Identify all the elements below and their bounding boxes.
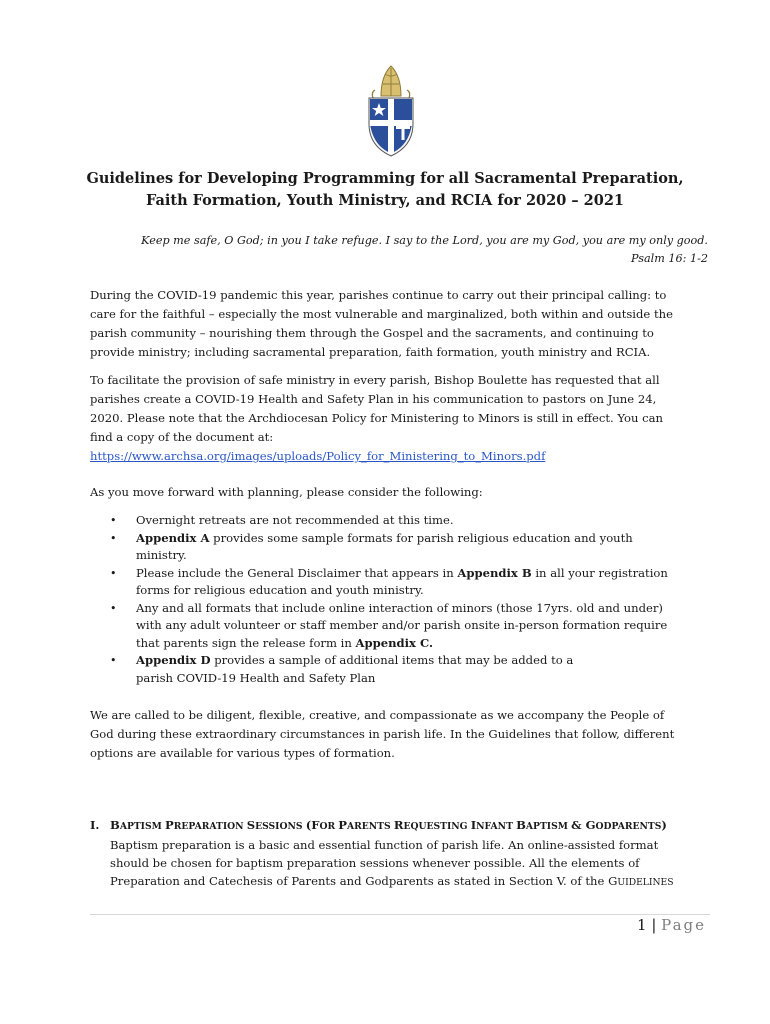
list-item xyxy=(110,600,710,653)
text-line: We are called to be diligent, flexible, creative, and compassionate as we accompany the People of xyxy=(90,708,665,722)
page-title xyxy=(40,168,730,212)
list-item-text xyxy=(136,635,710,653)
title-line-1: Guidelines for Developing Programming for all Sacramental Preparation, xyxy=(86,170,684,187)
text-line: Baptism preparation is a basic and essential function of parish life. An online-assisted format xyxy=(110,838,659,852)
appendix-b-label: Appendix B xyxy=(457,565,532,580)
list-item-text-part: Please include the General Disclaimer that appears in xyxy=(136,565,458,580)
list-item xyxy=(110,565,710,600)
heading-part: B xyxy=(516,818,526,832)
section-body xyxy=(90,836,720,892)
heading-part: NFANT xyxy=(476,821,517,832)
heading-part: ESSIONS xyxy=(255,821,306,832)
heading-part: ODPARENTS xyxy=(595,821,662,832)
heading-part: APTISM xyxy=(525,821,572,832)
epigraph-citation: Psalm 16: 1-2 xyxy=(631,252,708,265)
bullet-icon: • xyxy=(110,601,117,615)
section-heading xyxy=(90,816,720,836)
list-item-text-part: provides a sample of additional items that may be added to a xyxy=(210,653,574,667)
list-item-text-part: that parents sign the release form in xyxy=(136,635,356,650)
planning-intro xyxy=(90,483,710,502)
page-label: Page xyxy=(661,916,706,934)
heading-part: & xyxy=(571,818,586,832)
text-line: As you move forward with planning, please consider the following: xyxy=(90,485,483,499)
list-item-text: Any and all formats that include online interaction of minors (those 17yrs. old and under) xyxy=(136,600,663,615)
list-item-text: Overnight retreats are not recommended at this time. xyxy=(136,513,454,527)
heading-part: APTISM xyxy=(119,821,165,832)
page-number: 1 xyxy=(637,916,647,934)
bullet-icon: • xyxy=(110,531,117,545)
heading-part: I xyxy=(470,818,477,832)
section-baptism-preparation xyxy=(90,816,720,892)
heading-part: EQUESTING xyxy=(403,821,471,832)
list-item xyxy=(110,512,710,530)
heading-part: B xyxy=(110,818,120,832)
bullet-icon: • xyxy=(110,654,117,667)
list-item-text: ministry. xyxy=(136,548,187,562)
footer-divider xyxy=(90,914,710,915)
appendix-c-label: Appendix C. xyxy=(355,635,434,650)
intro-paragraph xyxy=(90,286,710,362)
page-separator: | xyxy=(646,916,662,934)
heading-part: OR xyxy=(319,821,339,832)
text-line-part: G xyxy=(608,874,618,888)
heading-part: REPARATION xyxy=(173,821,247,832)
text-line-part: Preparation and Catechesis of Parents and Godparents as stated in Section V. of the xyxy=(110,874,609,888)
text-line: should be chosen for baptism preparation sessions whenever possible. All the elements of xyxy=(110,856,640,870)
text-line: God during these extraordinary circumstances in parish life. In the Guidelines that follow, different xyxy=(90,727,675,741)
text-line: find a copy of the document at: xyxy=(90,430,274,444)
list-item-text: parish COVID-19 Health and Safety Plan xyxy=(136,670,376,685)
heading-part: (F xyxy=(305,818,320,832)
bullet-icon: • xyxy=(110,514,117,527)
closing-paragraph xyxy=(90,706,710,763)
policy-document-link[interactable]: https://www.archsa.org/images/uploads/Policy_for_Ministering_to_Minors.pdf xyxy=(90,449,546,463)
title-line-2: Faith Formation, Youth Ministry, and RCIA for 2020 – 2021 xyxy=(145,192,625,209)
text-line: parish community – nourishing them through the Gospel and the sacraments, and continuing to xyxy=(90,326,654,340)
epigraph xyxy=(141,232,708,268)
text-line: parishes create a COVID-19 Health and Safety Plan in his communication to pastors on June 24, xyxy=(90,392,657,406)
list-item xyxy=(110,530,710,565)
text-line-part: UIDELINES xyxy=(617,877,674,888)
text-line xyxy=(110,872,720,892)
text-line: To facilitate the provision of safe ministry in every parish, Bishop Boulette has requested that all xyxy=(90,373,660,387)
text-line: During the COVID-19 pandemic this year, parishes continue to carry out their principal calling: to xyxy=(90,288,667,302)
list-item-text: with any adult volunteer or staff member and/or parish onsite in-person formation require xyxy=(136,618,668,632)
heading-part: P xyxy=(165,818,174,832)
archdiocese-seal-icon xyxy=(365,62,417,158)
heading-part: S xyxy=(246,818,256,832)
heading-part: ARENTS xyxy=(347,821,394,832)
list-item-text xyxy=(136,652,710,670)
list-item-text-part: provides some sample formats for parish religious education and youth xyxy=(209,530,633,545)
list-item-text xyxy=(136,565,710,583)
heading-part: G xyxy=(585,818,596,832)
text-line: options are available for various types of formation. xyxy=(90,746,395,760)
safety-plan-paragraph xyxy=(90,371,710,466)
appendix-a-label: Appendix A xyxy=(136,530,210,545)
heading-part: ) xyxy=(661,818,667,832)
text-line: care for the faithful – especially the most vulnerable and marginalized, both within and outside the xyxy=(90,307,673,321)
list-item xyxy=(110,652,710,687)
appendix-d-label: Appendix D xyxy=(136,653,211,667)
epigraph-text: Keep me safe, O God; in you I take refuge. I say to the Lord, you are my God, you are my only good. xyxy=(141,234,708,247)
heading-part: R xyxy=(393,818,404,832)
text-line: provide ministry; including sacramental preparation, faith formation, youth ministry and RCIA. xyxy=(90,345,651,359)
considerations-list xyxy=(110,512,710,687)
list-item-text xyxy=(136,530,710,548)
page-footer xyxy=(637,916,706,934)
heading-part: P xyxy=(338,818,347,832)
text-line: 2020. Please note that the Archdiocesan Policy for Ministering to Minors is still in effect. You can xyxy=(90,411,663,425)
list-item-text-part: in all your registration xyxy=(531,565,668,580)
bullet-icon: • xyxy=(110,566,117,580)
list-item-text: forms for religious education and youth ministry. xyxy=(136,583,424,597)
section-number: I. xyxy=(90,818,100,832)
